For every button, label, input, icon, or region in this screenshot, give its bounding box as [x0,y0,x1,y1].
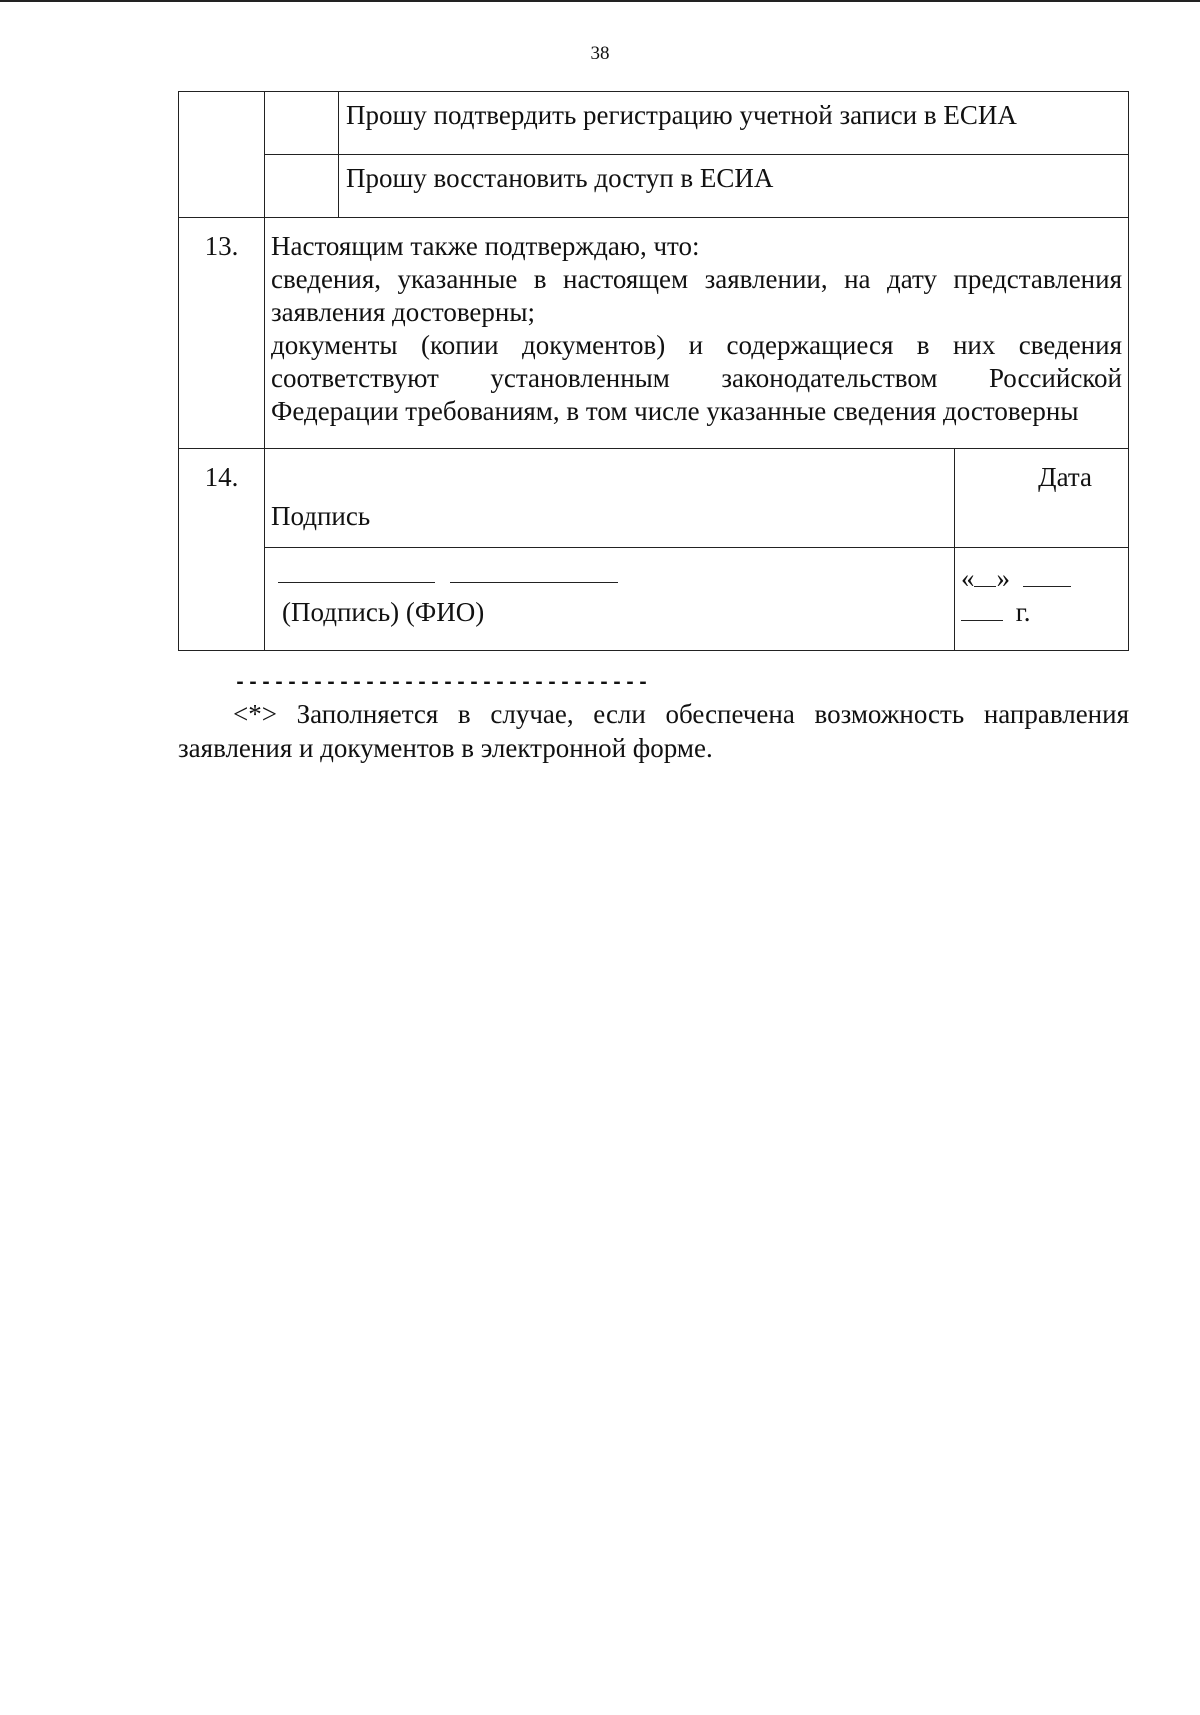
confirmation-statement-info: сведения, указанные в настоящем заявлении, на дату представления заявления достоверны; [271,264,1122,327]
page-number: 38 [590,43,610,64]
fio-blank-line[interactable] [450,582,618,583]
table-row-option-1 [179,92,1129,155]
table-row-13 [179,218,1129,449]
page-top-border [0,0,1200,2]
date-label: Дата [954,449,1128,548]
footnote-text: <*> Заполняется в случае, если обеспечена возможность направления заявления и документов в электронной форме. [178,699,1129,763]
date-open-quote: « [960,563,975,593]
confirmation-text-cell [265,218,1129,449]
table-row-14-fill [179,548,1129,651]
option-checkbox-cell-2[interactable] [265,155,339,218]
date-day-month-line [961,562,1122,596]
row-number-14: 14. [179,449,265,651]
signature-caption: (Подпись) (ФИО) [282,597,485,627]
option-label-restore-access: Прошу восстановить доступ в ЕСИА [339,155,1129,218]
signature-lines [271,562,948,592]
option-checkbox-cell-1[interactable] [265,92,339,155]
signature-label: Подпись [271,501,371,531]
signature-fill-cell[interactable] [265,548,955,651]
confirmation-intro: Настоящим также подтверждаю, что: [271,231,700,261]
table-row-option-2 [179,155,1129,218]
date-close-quote: » [996,563,1010,593]
confirmation-statement-documents: документы (копии документов) и содержащиеся в них сведения соответствуют установленным законодательством Российской Федерации требованиям, в том числе указанные сведения достоверны [271,330,1122,426]
date-fill-cell[interactable] [954,548,1128,651]
signature-blank-line[interactable] [278,582,435,583]
date-year-line [961,596,1122,630]
year-blank[interactable] [961,596,1003,621]
year-suffix: г. [1015,597,1031,627]
application-form-table [178,91,1129,651]
month-blank[interactable] [1023,562,1071,587]
option-label-confirm-registration: Прошу подтвердить регистрацию учетной записи в ЕСИА [339,92,1129,155]
row-number-cell-empty [179,92,265,218]
footnote-separator: -------------------------------- [234,672,651,695]
signature-header-cell [265,449,955,548]
day-blank[interactable] [974,562,996,587]
table-row-14-head [179,449,1129,548]
row-number-13: 13. [179,218,265,449]
